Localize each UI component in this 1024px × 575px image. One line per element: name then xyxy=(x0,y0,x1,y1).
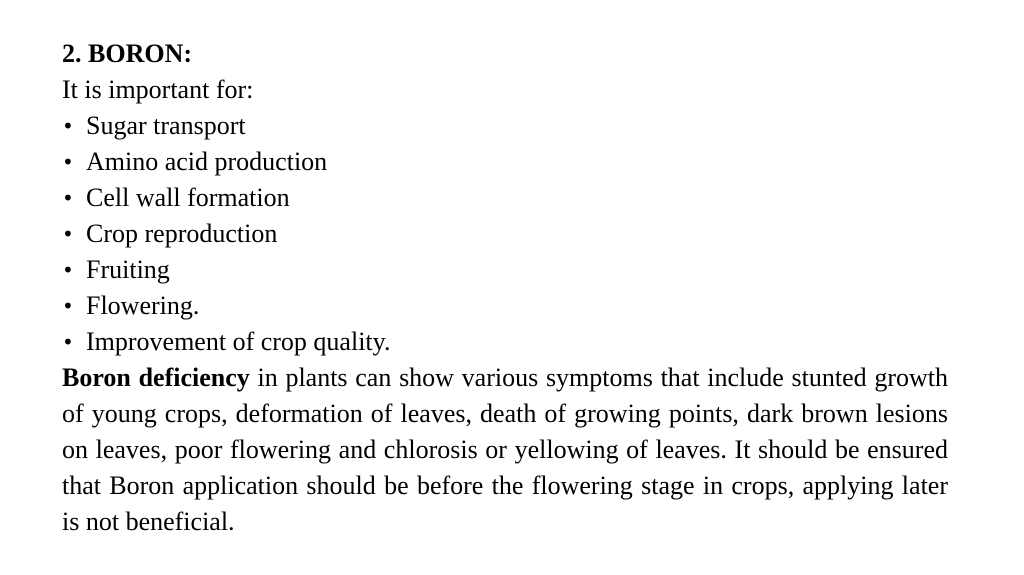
deficiency-text: in plants can show various symptoms that include stunted growth of young crops, deformation of leaves, death of growing points, dark brown lesions on leaves, poor flowering and chlorosis or yellowing of leaves. It should be ensured that Boron application should be before the flowering stage in crops, applying later is not beneficial. xyxy=(62,363,948,536)
section-heading: 2. BORON: xyxy=(62,39,192,68)
list-item-text: Fruiting xyxy=(86,255,170,284)
bullet-icon: • xyxy=(62,114,74,138)
bullet-icon: • xyxy=(62,330,74,354)
list-item xyxy=(62,288,948,324)
bullet-icon: • xyxy=(62,294,74,318)
list-item xyxy=(62,108,948,144)
list-item xyxy=(62,216,948,252)
slide-content xyxy=(62,36,948,540)
bullet-icon: • xyxy=(62,186,74,210)
deficiency-lead: Boron deficiency xyxy=(62,363,250,392)
list-item-text: Amino acid production xyxy=(86,147,328,176)
bullet-icon: • xyxy=(62,222,74,246)
list-item-text: Improvement of crop quality. xyxy=(86,327,391,356)
intro-text: It is important for: xyxy=(62,75,254,104)
importance-list xyxy=(62,108,948,360)
deficiency-paragraph xyxy=(62,360,948,540)
bullet-icon: • xyxy=(62,258,74,282)
list-item-text: Cell wall formation xyxy=(86,183,290,212)
list-item-text: Flowering. xyxy=(86,291,200,320)
list-item xyxy=(62,144,948,180)
bullet-icon: • xyxy=(62,150,74,174)
list-item xyxy=(62,324,948,360)
list-item xyxy=(62,252,948,288)
list-item xyxy=(62,180,948,216)
list-item-text: Sugar transport xyxy=(86,111,246,140)
list-item-text: Crop reproduction xyxy=(86,219,278,248)
